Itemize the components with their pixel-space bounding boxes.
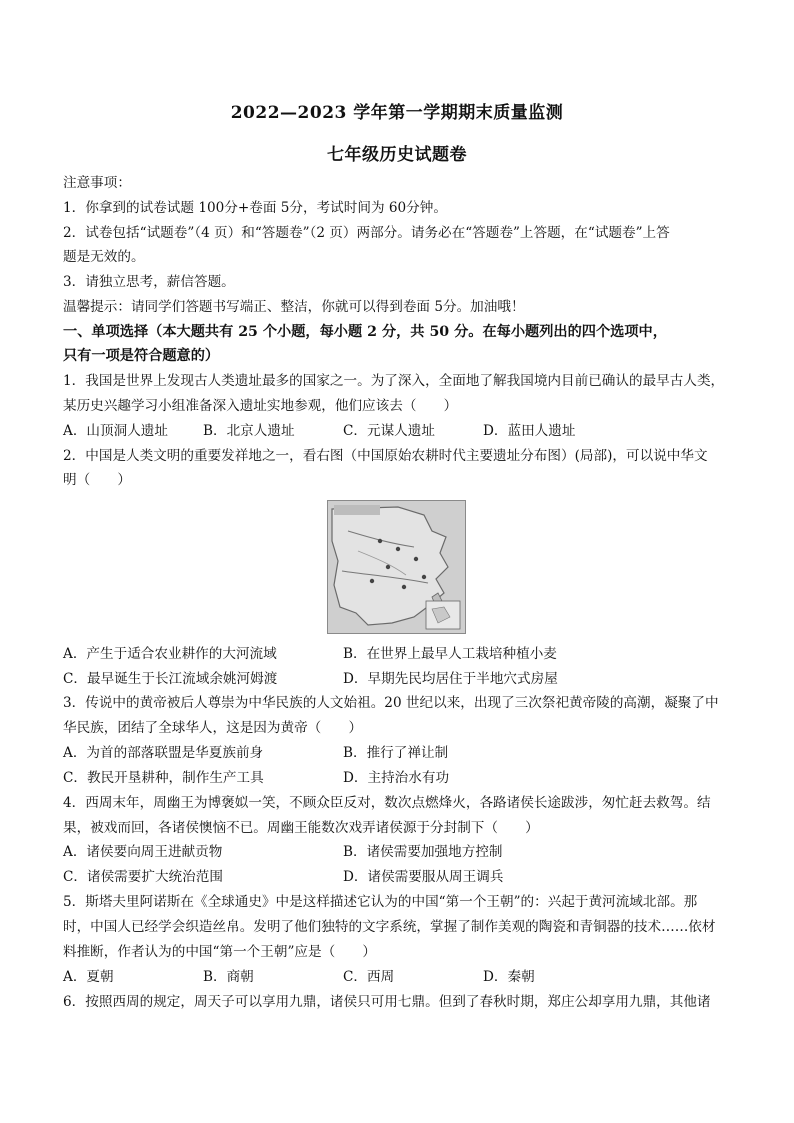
exam-subtitle: 七年级历史试题卷 xyxy=(327,145,467,165)
question-3-option-b: B．推行了禅让制 xyxy=(343,745,449,761)
question-6-text: 6．按照西周的规定，周天子可以享用九鼎，诸侯只可用七鼎。但到了春秋时期，郑庄公却享用九鼎，其他诸 xyxy=(63,994,711,1010)
map-image xyxy=(328,501,465,633)
question-2-text: 2．中国是人类文明的重要发祥地之一，看右图（中国原始农耕时代主要遗址分布图）(局部)，可以说中华文 xyxy=(63,448,708,464)
question-2-option-d: D．早期先民均居住于半地穴式房屋 xyxy=(343,671,558,687)
question-5-option-c: C．西周 xyxy=(343,969,395,985)
question-4-text: 4．西周末年，周幽王为博褒姒一笑，不顾众臣反对，数次点燃烽火，各路诸侯长途跋涉，匆忙赶去救驾。结 xyxy=(63,795,711,811)
question-4-option-b: B．诸侯需要加强地方控制 xyxy=(343,844,503,860)
question-2-option-a: A．产生于适合农业耕作的大河流域 xyxy=(63,646,277,662)
map-figure xyxy=(327,500,466,634)
question-5-option-d: D．秦朝 xyxy=(483,969,535,985)
question-4-option-c: C．诸侯需要扩大统治范围 xyxy=(63,869,223,885)
question-4-text: 果，被戏而回，各诸侯懊恼不已。周幽王能数次戏弄诸侯源于分封制下（ ） xyxy=(63,820,539,836)
question-2-text: 明（ ） xyxy=(63,472,131,488)
notice-item: 1．你拿到的试卷试题 100分+卷面 5分，考试时间为 60分钟。 xyxy=(63,200,447,216)
question-3-text: 3．传说中的黄帝被后人尊崇为中华民族的人文始祖。20 世纪以来，出现了三次祭祀黄帝陵的高潮，凝聚了中 xyxy=(63,695,719,711)
question-5-option-b: B．商朝 xyxy=(203,969,254,985)
question-1-option-d: D．蓝田人遗址 xyxy=(483,423,576,439)
exam-title: 2022—2023 学年第一学期期末质量监测 xyxy=(230,103,564,123)
notice-item: 题是无效的。 xyxy=(63,249,145,265)
question-3-option-d: D．主持治水有功 xyxy=(343,770,450,786)
section-heading: 一、单项选择（本大题共有 25 个小题，每小题 2 分，共 50 分。在每小题列出的四个选项中， xyxy=(63,324,667,340)
question-5-text: 5．斯塔夫里阿诺斯在《全球通史》中是这样描述它认为的中国“第一个王朝”的：兴起于黄河流域北部。那 xyxy=(63,894,698,910)
question-1-option-a: A．山顶洞人遗址 xyxy=(63,423,168,439)
question-3-text: 华民族，团结了全球华人，这是因为黄帝（ ） xyxy=(63,720,363,736)
notice-heading: 注意事项： xyxy=(63,175,131,191)
notice-item: 2．试卷包括“试题卷”（4 页）和“答题卷”（2 页）两部分。请务必在“答题卷”上答题，在“试题卷”上答 xyxy=(63,225,670,241)
question-5-option-a: A．夏朝 xyxy=(63,969,114,985)
question-1-text: 1．我国是世界上发现古人类遗址最多的国家之一。为了深入，全面地了解我国境内目前已确认的最早古人类， xyxy=(63,373,725,389)
question-1-text: 某历史兴趣学习小组准备深入遗址实地参观，他们应该去（ ） xyxy=(63,398,458,414)
question-1-option-c: C．元谋人遗址 xyxy=(343,423,435,439)
question-4-option-a: A．诸侯要向周王进献贡物 xyxy=(63,844,223,860)
question-1-option-b: B．北京人遗址 xyxy=(203,423,295,439)
notice-item: 3．请独立思考，薪信答题。 xyxy=(63,274,235,290)
question-5-text: 时，中国人已经学会织造丝帛。发明了他们独特的文字系统，掌握了制作美观的陶瓷和青铜器的技术……依材 xyxy=(63,919,716,935)
question-4-option-d: D．诸侯需要服从周王调兵 xyxy=(343,869,504,885)
question-5-text: 料推断，作者认为的中国“第一个王朝”应是（ ） xyxy=(63,944,376,960)
section-heading-cont: 只有一项是符合题意的） xyxy=(63,348,220,364)
notice-tip: 温馨提示：请同学们答题书写端正、整洁，你就可以得到卷面 5分。加油哦！ xyxy=(63,299,525,315)
question-2-option-c: C．最早诞生于长江流域余姚河姆渡 xyxy=(63,671,278,687)
question-3-option-a: A．为首的部落联盟是华夏族前身 xyxy=(63,745,264,761)
question-2-option-b: B．在世界上最早人工栽培种植小麦 xyxy=(343,646,557,662)
question-3-option-c: C．教民开垦耕种，制作生产工具 xyxy=(63,770,264,786)
